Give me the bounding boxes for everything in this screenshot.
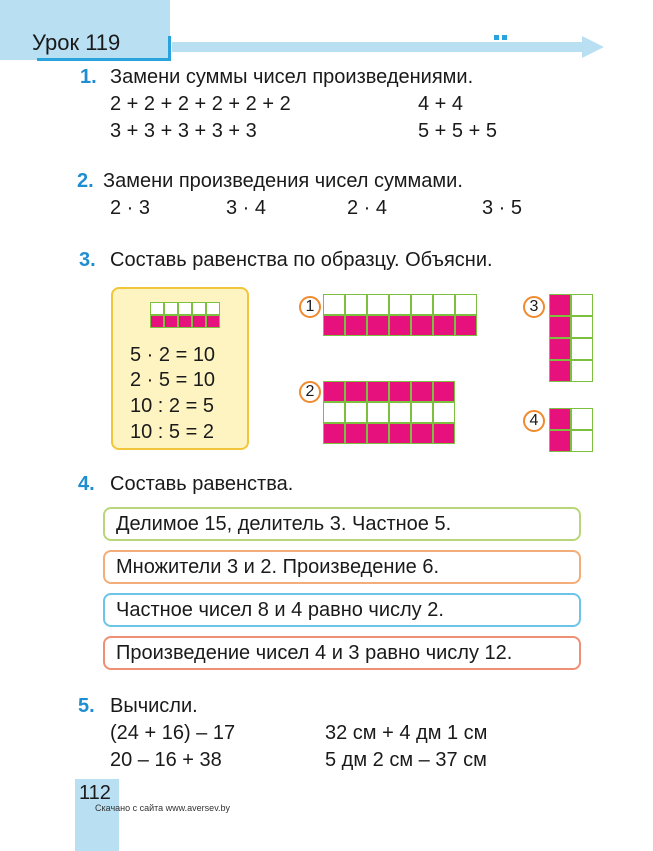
grid-cell-filled	[323, 315, 345, 336]
figure-2-grid	[323, 381, 455, 444]
header-bar	[172, 42, 582, 52]
task1-expr: 3 + 3 + 3 + 3 + 3	[110, 120, 257, 142]
grid-cell	[345, 294, 367, 315]
grid-cell-filled	[389, 381, 411, 402]
task2-expr: 3 · 4	[226, 197, 267, 219]
task5-expr: 5 дм 2 см – 37 см	[325, 749, 487, 771]
task2-expr: 2 · 3	[110, 197, 151, 219]
grid-cell-filled	[433, 423, 455, 444]
grid-cell	[433, 402, 455, 423]
grid-cell-filled	[549, 408, 571, 430]
task2-expr: 2 · 4	[347, 197, 388, 219]
download-credit: Скачано с сайта www.aversev.by	[95, 803, 231, 813]
task5-number: 5.	[78, 695, 95, 717]
grid-cell-filled	[345, 381, 367, 402]
task4-text: Составь равенства.	[110, 473, 294, 495]
grid-cell	[164, 302, 178, 315]
grid-cell	[323, 294, 345, 315]
grid-cell-filled	[164, 315, 178, 328]
grid-cell-filled	[455, 315, 477, 336]
grid-cell-filled	[367, 423, 389, 444]
task1-number: 1.	[80, 66, 97, 88]
grid-cell-filled	[150, 315, 164, 328]
grid-cell-filled	[367, 315, 389, 336]
task1-expr: 4 + 4	[418, 93, 464, 115]
grid-cell	[178, 302, 192, 315]
grid-cell	[571, 338, 593, 360]
sample-grid	[150, 302, 220, 328]
sample-box	[111, 287, 249, 450]
grid-cell-filled	[345, 423, 367, 444]
page-number: 112	[79, 782, 111, 804]
grid-cell-filled	[192, 315, 206, 328]
grid-cell-filled	[367, 381, 389, 402]
sample-equation: 2 · 5 = 10	[130, 369, 216, 391]
sample-equation: 5 · 2 = 10	[130, 344, 216, 366]
grid-cell	[411, 402, 433, 423]
grid-cell	[150, 302, 164, 315]
grid-cell	[433, 294, 455, 315]
task1-expr: 2 + 2 + 2 + 2 + 2 + 2	[110, 93, 291, 115]
header-dash	[502, 35, 507, 40]
figure-2-label: 2	[299, 381, 321, 403]
grid-cell-filled	[433, 381, 455, 402]
figure-3-label: 3	[523, 296, 545, 318]
grid-cell	[571, 408, 593, 430]
grid-cell-filled	[549, 316, 571, 338]
task1-text: Замени суммы чисел произведениями.	[110, 66, 474, 88]
header-dash	[494, 35, 499, 40]
lesson-title: Урок 119	[32, 30, 121, 55]
grid-cell-filled	[411, 423, 433, 444]
grid-cell-filled	[411, 381, 433, 402]
grid-cell-filled	[389, 423, 411, 444]
grid-cell	[389, 402, 411, 423]
task5-expr: (24 + 16) – 17	[110, 722, 236, 744]
grid-cell	[411, 294, 433, 315]
task2-expr: 3 · 5	[482, 197, 523, 219]
task5-expr: 20 – 16 + 38	[110, 749, 222, 771]
task2-text: Замени произведения чисел суммами.	[103, 170, 463, 192]
grid-cell-filled	[433, 315, 455, 336]
task5-text: Вычисли.	[110, 695, 198, 717]
sample-equation: 10 : 2 = 5	[130, 395, 214, 417]
grid-cell	[389, 294, 411, 315]
statement-box: Множители 3 и 2. Произведение 6.	[103, 550, 581, 584]
figure-4-label: 4	[523, 410, 545, 432]
grid-cell	[345, 402, 367, 423]
lesson-tab	[0, 0, 170, 60]
statement-box: Делимое 15, делитель 3. Частное 5.	[103, 507, 581, 541]
grid-cell-filled	[549, 338, 571, 360]
task3-text: Составь равенства по образцу. Объясни.	[110, 249, 493, 271]
figure-1-label: 1	[299, 296, 321, 318]
task5-expr: 32 см + 4 дм 1 см	[325, 722, 488, 744]
grid-cell	[367, 294, 389, 315]
task2-number: 2.	[77, 170, 94, 192]
grid-cell	[571, 360, 593, 382]
grid-cell	[571, 430, 593, 452]
grid-cell-filled	[206, 315, 220, 328]
figure-1-grid	[323, 294, 477, 336]
task1-expr: 5 + 5 + 5	[418, 120, 497, 142]
grid-cell-filled	[178, 315, 192, 328]
grid-cell-filled	[345, 315, 367, 336]
grid-cell	[571, 316, 593, 338]
statement-box: Частное чисел 8 и 4 равно числу 2.	[103, 593, 581, 627]
sample-equation: 10 : 5 = 2	[130, 421, 214, 443]
task3-number: 3.	[79, 249, 96, 271]
task4-number: 4.	[78, 473, 95, 495]
grid-cell	[323, 402, 345, 423]
header-tick	[168, 36, 171, 61]
grid-cell-filled	[389, 315, 411, 336]
grid-cell	[367, 402, 389, 423]
grid-cell	[455, 294, 477, 315]
grid-cell	[571, 294, 593, 316]
grid-cell-filled	[549, 360, 571, 382]
grid-cell-filled	[549, 294, 571, 316]
grid-cell	[192, 302, 206, 315]
statement-box: Произведение чисел 4 и 3 равно числу 12.	[103, 636, 581, 670]
figure-3-grid	[549, 294, 593, 382]
header-underline	[37, 58, 170, 61]
grid-cell-filled	[323, 381, 345, 402]
header-bar-arrow	[582, 36, 604, 58]
grid-cell-filled	[411, 315, 433, 336]
grid-cell-filled	[323, 423, 345, 444]
grid-cell-filled	[549, 430, 571, 452]
grid-cell	[206, 302, 220, 315]
figure-4-grid	[549, 408, 593, 452]
